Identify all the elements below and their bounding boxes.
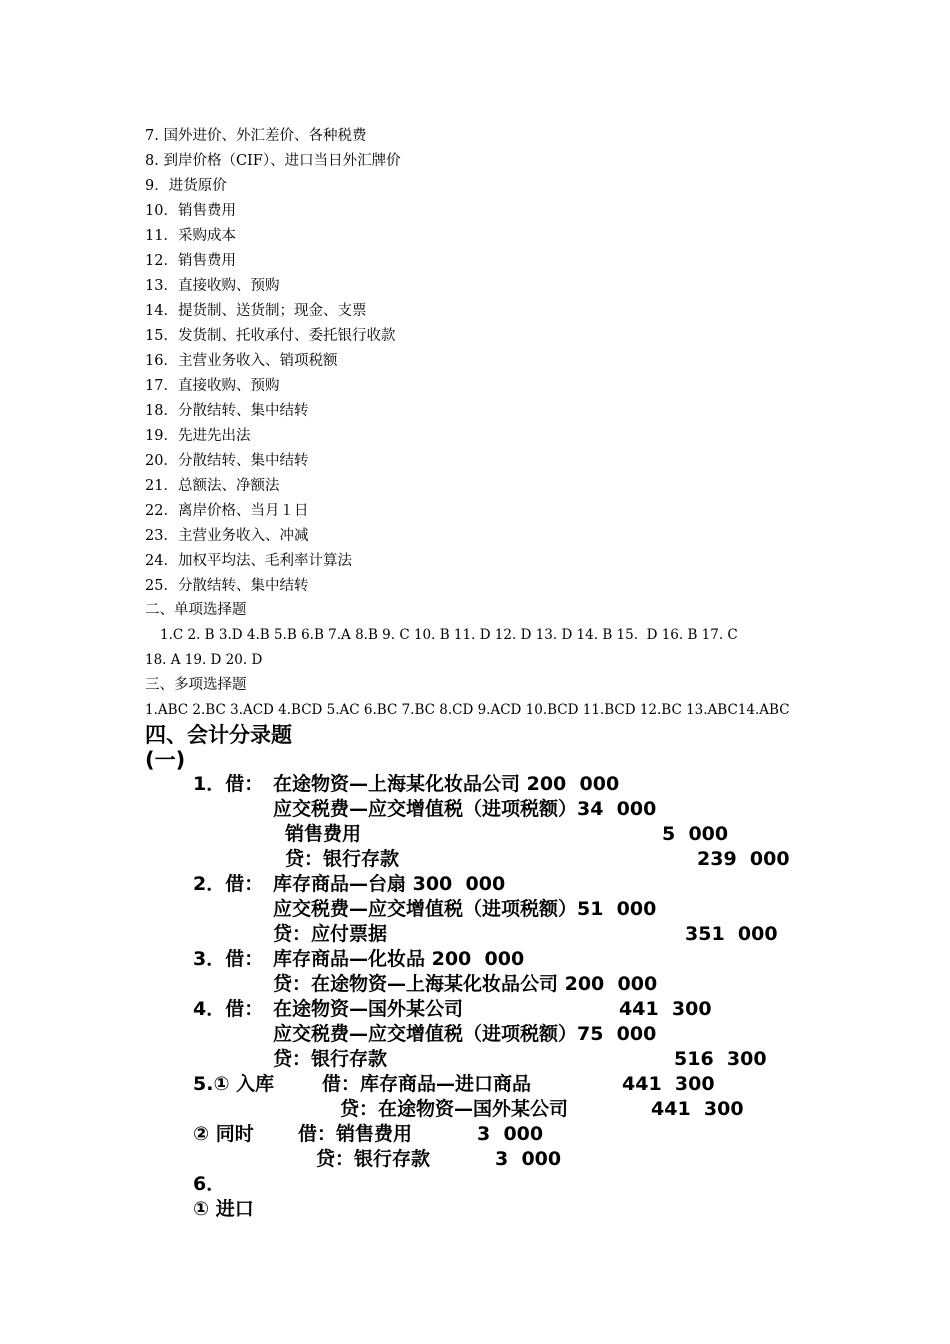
- entry-line: 贷：银行存款: [316, 1148, 431, 1170]
- answer-line: 14．提货制、送货制；现金、支票: [145, 303, 367, 319]
- entry-amount: 351 000: [685, 923, 778, 945]
- entry-line: 贷：银行存款: [285, 848, 400, 870]
- entry-line: 应交税费—应交增值税（进项税额）51 000: [273, 898, 657, 920]
- answer-line: 11．采购成本: [145, 228, 236, 244]
- entry-line: 贷：应付票据: [273, 923, 388, 945]
- answer-line: 22．离岸价格、当月１日: [145, 503, 309, 519]
- entry-line: 库存商品—化妆品 200 000: [273, 948, 525, 970]
- entry-amount: 441 300: [619, 998, 712, 1020]
- entry-line: 贷：银行存款: [273, 1048, 388, 1070]
- answer-line: 15．发货制、托收承付、委托银行收款: [145, 328, 396, 344]
- entry-line: 销售费用: [285, 823, 362, 845]
- subsection-label: (一): [145, 748, 186, 772]
- section-heading-journal: 四、会计分录题: [145, 723, 292, 747]
- answer-line: 16．主营业务收入、销项税额: [145, 353, 338, 369]
- answer-line: 8. 到岸价格（CIF）、进口当日外汇牌价: [145, 153, 401, 169]
- section-heading-multi-choice: 三、多项选择题: [145, 677, 247, 693]
- entry-line: 在途物资—国外某公司: [273, 998, 464, 1020]
- entry-amount: 516 300: [674, 1048, 767, 1070]
- entry-number: 1．借：: [193, 773, 264, 795]
- entry-number: 5.① 入库: [193, 1073, 275, 1095]
- entry-amount: 3 000: [495, 1148, 562, 1170]
- entry-line: 应交税费—应交增值税（进项税额）34 000: [273, 798, 657, 820]
- answer-line: 20．分散结转、集中结转: [145, 453, 309, 469]
- entry-number: 6．: [193, 1173, 226, 1195]
- answer-line: 18．分散结转、集中结转: [145, 403, 309, 419]
- entry-line: 在途物资—上海某化妆品公司 200 000: [273, 773, 620, 795]
- entry-number: 2．借：: [193, 873, 264, 895]
- answer-line: 24．加权平均法、毛利率计算法: [145, 553, 352, 569]
- answer-line: 25．分散结转、集中结转: [145, 578, 309, 594]
- answer-line: 10．销售费用: [145, 203, 236, 219]
- entry-line: 库存商品—台扇 300 000: [273, 873, 506, 895]
- answer-line: 7. 国外进价、外汇差价、各种税费: [145, 128, 367, 144]
- single-choice-answers-cont: 18. A 19. D 20. D: [145, 652, 263, 668]
- entry-line: 贷：在途物资—国外某公司: [340, 1098, 569, 1120]
- entry-amount: 3 000: [477, 1123, 544, 1145]
- answer-line: 12．销售费用: [145, 253, 236, 269]
- entry-line: 借：销售费用: [298, 1123, 413, 1145]
- entry-number: ② 同时: [193, 1123, 254, 1145]
- entry-line: 借：库存商品—进口商品: [322, 1073, 532, 1095]
- entry-sub-label: ① 进口: [193, 1198, 254, 1220]
- entry-amount: 239 000: [697, 848, 790, 870]
- section-heading-single-choice: 二、单项选择题: [145, 602, 247, 618]
- entry-amount: 441 300: [622, 1073, 715, 1095]
- entry-line: 应交税费—应交增值税（进项税额）75 000: [273, 1023, 657, 1045]
- entry-number: 3．借：: [193, 948, 264, 970]
- answer-line: 13．直接收购、预购: [145, 278, 280, 294]
- single-choice-answers: 1.C 2. B 3.D 4.B 5.B 6.B 7.A 8.B 9. C 10. B 11. D 12. D 13. D 14. B 15. D 16. B 17. C: [160, 627, 738, 643]
- answer-line: 17．直接收购、预购: [145, 378, 280, 394]
- entry-amount: 441 300: [651, 1098, 744, 1120]
- answer-line: 21．总额法、净额法: [145, 478, 280, 494]
- entry-line: 贷：在途物资—上海某化妆品公司 200 000: [273, 973, 658, 995]
- answer-line: 9．进货原价: [145, 178, 227, 194]
- entry-number: 4．借：: [193, 998, 264, 1020]
- multi-choice-answers: 1.ABC 2.BC 3.ACD 4.BCD 5.AC 6.BC 7.BC 8.CD 9.ACD 10.BCD 11.BCD 12.BC 13.ABC14.ABC: [145, 702, 790, 718]
- entry-amount: 5 000: [662, 823, 729, 845]
- answer-line: 19．先进先出法: [145, 428, 251, 444]
- answer-line: 23．主营业务收入、冲减: [145, 528, 309, 544]
